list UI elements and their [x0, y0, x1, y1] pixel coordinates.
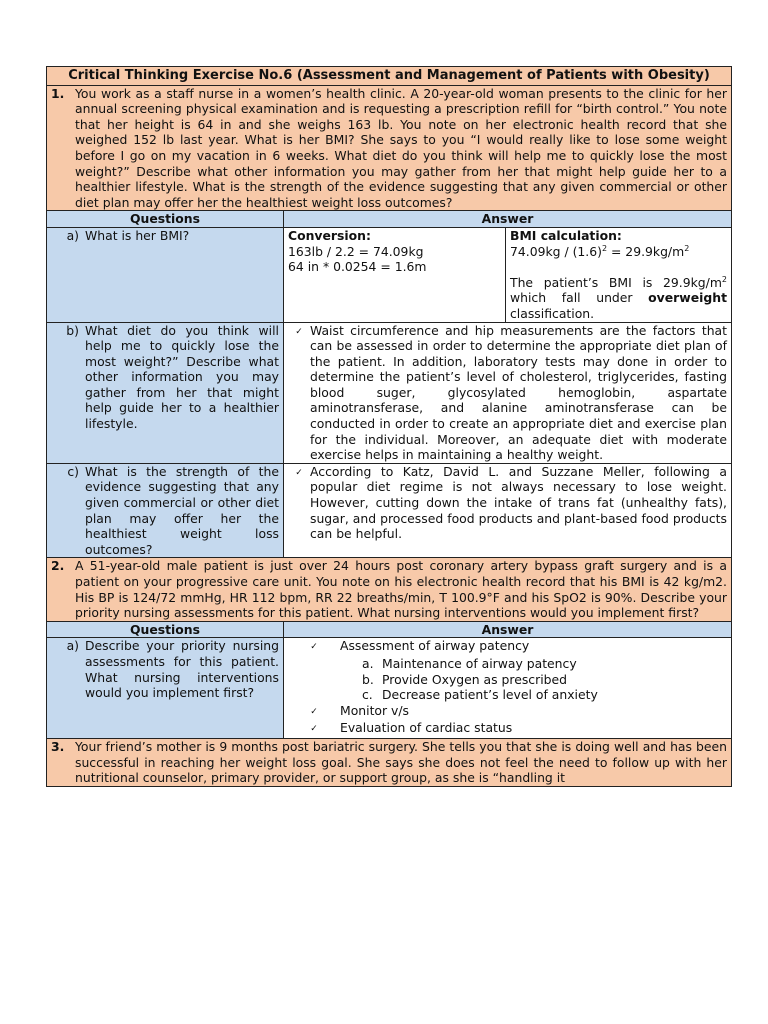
check-mark-icon: ✓ [310, 642, 318, 653]
bmi-calculation-line: $74.09kg / (1.6)^2 = 29.9kg/m^2$ [510, 243, 690, 259]
q1b-question: What diet do you think will help me to quickly lose the most weight?” Describe what other information you may gather from her that might help guide her to a healthier lifestyle. [85, 322, 279, 432]
conversion-title: Conversion: [288, 227, 371, 243]
exercise-table [46, 66, 732, 787]
list-item: b. Provide Oxygen as prescribed [362, 671, 568, 687]
check-mark-icon: ✓ [310, 706, 318, 717]
answer-header: Answer [284, 211, 732, 228]
q1c-question-cell [47, 463, 284, 558]
question-2-cell [47, 558, 732, 621]
questions-header: Questions [47, 211, 284, 228]
q2a-bullet-3: Evaluation of cardiac status [340, 720, 513, 736]
q1c-question: What is the strength of the evidence suggesting that any given commercial or other diet plan may offer her the healthiest weight loss outcomes? [85, 463, 279, 557]
q2a-bullet-1: Assessment of airway patency [340, 638, 530, 654]
q1c-label: c) [67, 463, 79, 479]
q2a-question: Describe your priority nursing assessments for this patient. What nursing interventions would you implement first? [85, 638, 279, 701]
question-2-text: A 51-year-old male patient is just over 24 hours post coronary artery bypass graft surgery and is a patient on your progressive care unit. You note on his electronic health record that his BMI is 42 kg/m2. His BP is 124/72 mmHg, HR 112 bpm, RR 22 breaths/min, T 100.9°F and his SpO2 is 90%. Describe your priority nursing assessments for this patient. What nursing interventions would you implement first? [75, 558, 727, 621]
exercise-sheet [46, 66, 731, 787]
q1b-answer-cell [284, 322, 732, 463]
q2a-label: a) [66, 638, 79, 654]
list-item: a. Maintenance of airway patency [362, 655, 577, 671]
question-3-text: Your friend’s mother is 9 months post bariatric surgery. She tells you that she is doing well and has been successful in reaching her weight loss goal. She says she does not feel the need to follow up with her nutritional counselor, primary provider, or support group, as she is “handling it [75, 738, 727, 786]
q1b-question-cell [47, 322, 284, 463]
q1a-question-cell [47, 227, 284, 322]
bmi-result: The patient’s BMI is $29.9kg/m^2$ which fall under overweight classification. [510, 274, 727, 321]
check-mark-icon: ✓ [295, 467, 303, 478]
q2a-question-cell [47, 638, 284, 739]
answer-header: Answer [284, 621, 732, 638]
q1a-label: a) [66, 227, 79, 243]
check-mark-icon: ✓ [295, 326, 303, 337]
question-1-text: You work as a staff nurse in a women’s health clinic. A 20-year-old woman presents to the clinic for her annual screening physical examination and is requesting a prescription refill for “birth control.” You note that her height is 64 in and she weighs 163 lb. You note on her electronic health record that she weighed 152 lb last year. What is her BMI? She says to you “I would really like to lose some weight before I go on my vacation in 6 weeks. What diet do you think will help me to quickly lose the most weight?” Describe what other information you may gather from her that might help guide her to a healthier lifestyle. What is the strength of the evidence suggesting that any given commercial or other diet plan may offer her the healthiest weight loss outcomes? [75, 85, 727, 210]
list-item: c. Decrease patient’s level of anxiety [362, 687, 598, 703]
q1b-label: b) [66, 322, 79, 338]
conversion-line-1: 163lb / 2.2 = 74.09kg [288, 243, 424, 259]
question-1-number: 1. [51, 85, 65, 101]
check-mark-icon: ✓ [310, 724, 318, 735]
bmi-calculation-cell [506, 227, 732, 322]
question-3-number: 3. [51, 738, 65, 754]
q1c-answer: According to Katz, David L. and Suzzane Meller, following a popular diet regime is not always necessary to lose weight. However, cutting down the intake of trans fat (unhealthy fats), sugar, and processed food products and plant-based food products can be helpful. [310, 463, 727, 542]
q2a-bullet-2: Monitor v/s [340, 702, 410, 718]
q2a-sublist [362, 656, 727, 703]
conversion-line-2: 64 in * 0.0254 = 1.6m [288, 259, 427, 275]
question-2-number: 2. [51, 558, 65, 574]
questions-header: Questions [47, 621, 284, 638]
conversion-cell [284, 227, 506, 322]
question-1-cell [47, 85, 732, 211]
bmi-calculation-title: BMI calculation: [510, 227, 622, 243]
q1b-answer: Waist circumference and hip measurements are the factors that can be assessed in order to determine the appropriate diet plan of the patient. In addition, laboratory tests may done in order to determine the patient’s level of cholesterol, triglycerides, fasting blood suger, glycosylated hemoglobin, aspartate aminotransferase, and alanine aminotransferase can be conducted in order to create an appropriate diet and exercise plan for the individual. Moreover, an adequate diet with moderate exercise helps in maintaining a healthy weight. [310, 322, 727, 463]
q1a-question: What is her BMI? [85, 227, 190, 243]
question-3-cell [47, 738, 732, 786]
q1c-answer-cell [284, 463, 732, 558]
page-title: Critical Thinking Exercise No.6 (Assessment and Management of Patients with Obesity) [47, 67, 732, 86]
q2a-answer-cell [284, 638, 732, 739]
